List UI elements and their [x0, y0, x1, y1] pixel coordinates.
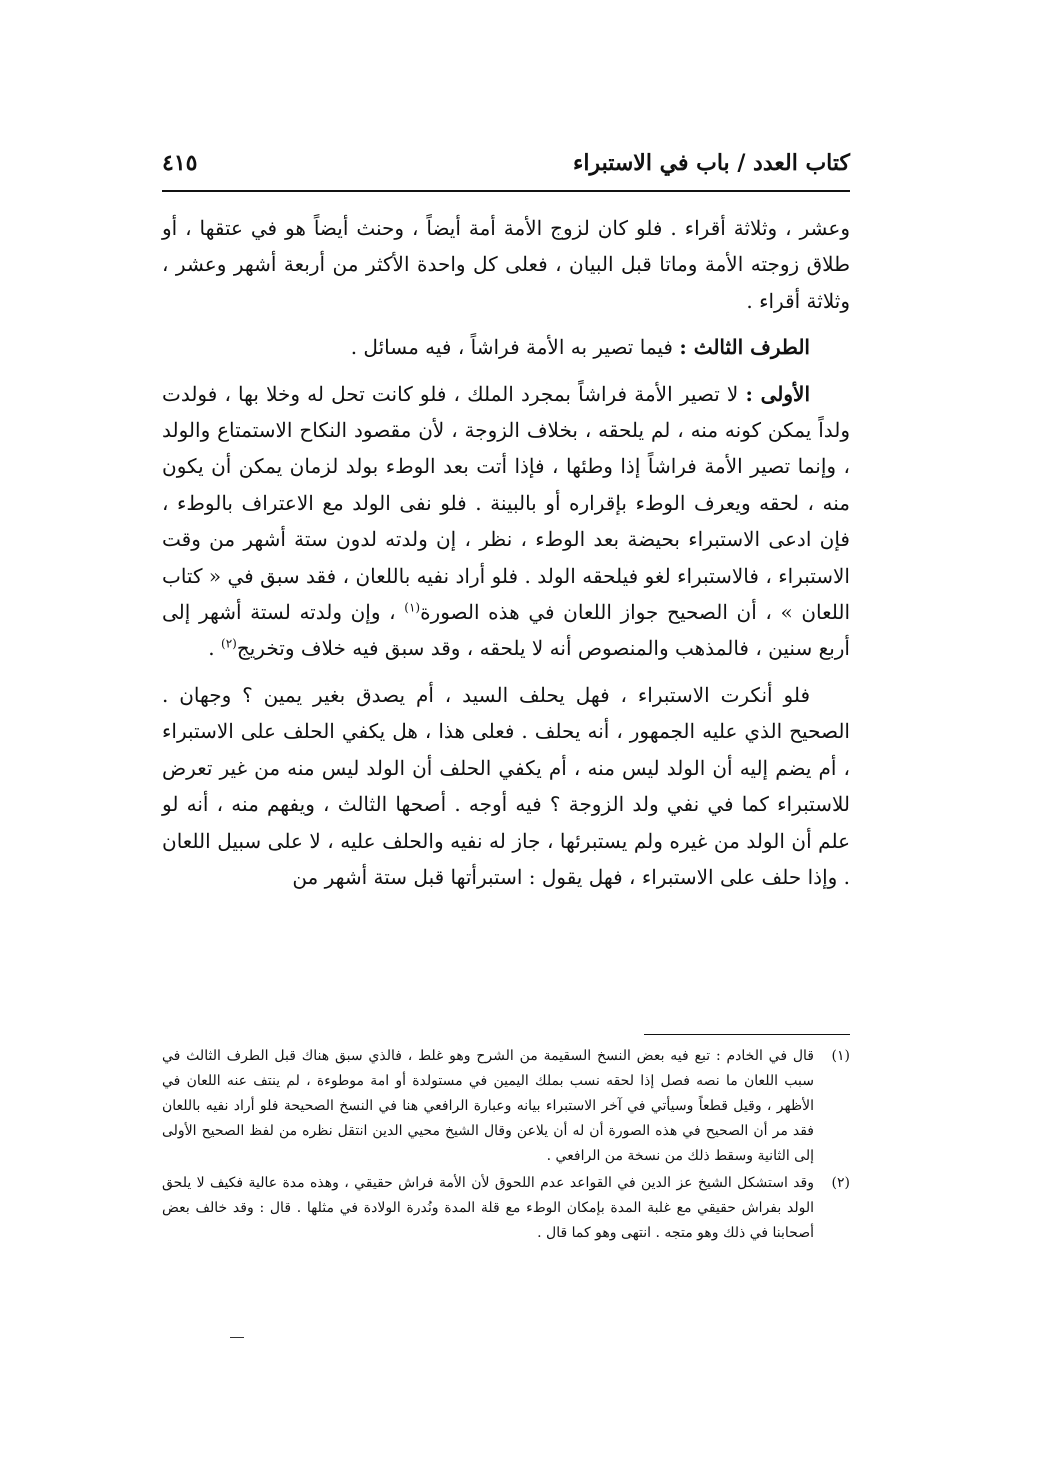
footnote-1	[162, 1044, 850, 1169]
section-heading-text: فيما تصير به الأمة فراشاً ، فيه مسائل .	[350, 335, 673, 360]
footnotes	[162, 1044, 850, 1248]
footnote-number: (١)	[831, 1048, 850, 1064]
paragraph-3-text-c: .	[208, 636, 215, 661]
paragraph-4	[162, 677, 850, 895]
paragraph-3-text-b: ، وإن ولدته لستة أشهر إلى أربع سنين ، فالمذهب والمنصوص أنه لا يلحقه ، وقد سبق فيه خلاف وتخريج	[162, 600, 850, 661]
footnote-ref-1[interactable]: (١)	[404, 600, 421, 615]
footnote-divider	[644, 1034, 850, 1035]
paragraph-3-text-a: لا تصير الأمة فراشاً بمجرد الملك ، فلو كانت تحل له وخلا بها ، فولدت ولداً يمكن كونه منه ، لم يلحقه ، بخلاف الزوجة ، لأن مقصود النكاح الاستمتاع والولد ، وإنما تصير الأمة فراشاً إذا وطئها ، فإذا أتت بعد الوطء بولد لزمان يمكن أن يكون منه ، لحقه ويعرف الوطء بإقراره أو بالبينة . فلو نفى الولد مع الاعتراف بالوطء ، فإن ادعى الاستبراء بحيضة بعد الوطء ، نظر ، إن ولدته لدون ستة أشهر من وقت الاستبراء ، فالاستبراء لغو فيلحقه الولد . فلو أراد نفيه باللعان ، فقد سبق في « كتاب اللعان » ، أن الصحيح جواز اللعان في هذه الصورة	[162, 381, 851, 625]
footnote-number: (٢)	[831, 1175, 850, 1191]
paragraph-1-text: وعشر ، وثلاثة أقراء . فلو كان لزوج الأمة أمة أيضاً ، وحنث أيضاً هو في عتقها ، أو طلاق زوجته الأمة وماتا قبل البيان ، فعلى كل واحدة الأكثر من أربعة أشهر وعشر ، وثلاثة أقراء .	[162, 216, 850, 313]
paragraph-1	[162, 210, 850, 319]
paragraph-4-text: فلو أنكرت الاستبراء ، فهل يحلف السيد ، أم يصدق بغير يمين ؟ وجهان . الصحيح الذي عليه الجمهور ، أنه يحلف . فعلى هذا ، هل يكفي الحلف على الاستبراء ، أم يضم إليه أن الولد ليس منه ، أم يكفي الحلف أن الولد ليس منه من غير تعرض للاستبراء كما في نفي ولد الزوجة ؟ فيه أوجه . أصحها الثالث ، ويفهم منه ، أنه لو علم أن الولد من غيره ولم يستبرئها ، جاز له نفيه والحلف عليه ، لا على سبيل اللعان . وإذا حلف على الاستبراء ، فهل يقول : استبرأتها قبل ستة أشهر من	[162, 682, 850, 889]
page-header	[162, 150, 850, 190]
footnote-2	[162, 1171, 850, 1246]
paragraph-2	[162, 329, 850, 365]
section-heading: الطرف الثالث :	[679, 335, 810, 360]
paragraph-3	[162, 376, 850, 667]
running-title: كتاب العدد / باب في الاستبراء	[573, 150, 850, 176]
footnote-ref-2[interactable]: (٢)	[221, 636, 237, 651]
issue-heading: الأولى :	[745, 381, 811, 406]
page-number: ٤١٥	[162, 150, 198, 176]
main-text	[162, 210, 850, 905]
header-divider	[162, 190, 850, 192]
stray-mark	[230, 1337, 244, 1338]
footnote-text: وقد استشكل الشيخ عز الدين في القواعد عدم اللحوق لأن الأمة فراش حقيقي ، وهذه مدة عالية فكيف لا يلحق الولد بفراش حقيقي مع غلبة المدة بإمكان الوطء مع قلة المدة ونُدرة الولادة في مثلها . قال : وقد خالف بعض أصحابنا في ذلك وهو متجه . انتهى وهو كما قال .	[162, 1175, 814, 1241]
footnote-text: قال في الخادم : تبع فيه بعض النسخ السقيمة من الشرح وهو غلط ، فالذي سبق هناك قبل الطرف الثالث في سبب اللعان ما نصه فصل إذا لحقه نسب بملك اليمين في مستولدة أو امة موطوءة ، لم ينتف عنه اللعان في الأظهر ، وقيل قطعاً وسيأتي في آخر الاستبراء بيانه وعبارة الرافعي هنا في النسخ الصحيحة فلو أراد نفيه باللعان فقد مر أن الصحيح في هذه الصورة أن له أن يلاعن وقال الشيخ محيي الدين انتقل نظره من لفظ الصحيح الأولى إلى الثانية وسقط ذلك من نسخة من الرافعي .	[162, 1048, 814, 1164]
